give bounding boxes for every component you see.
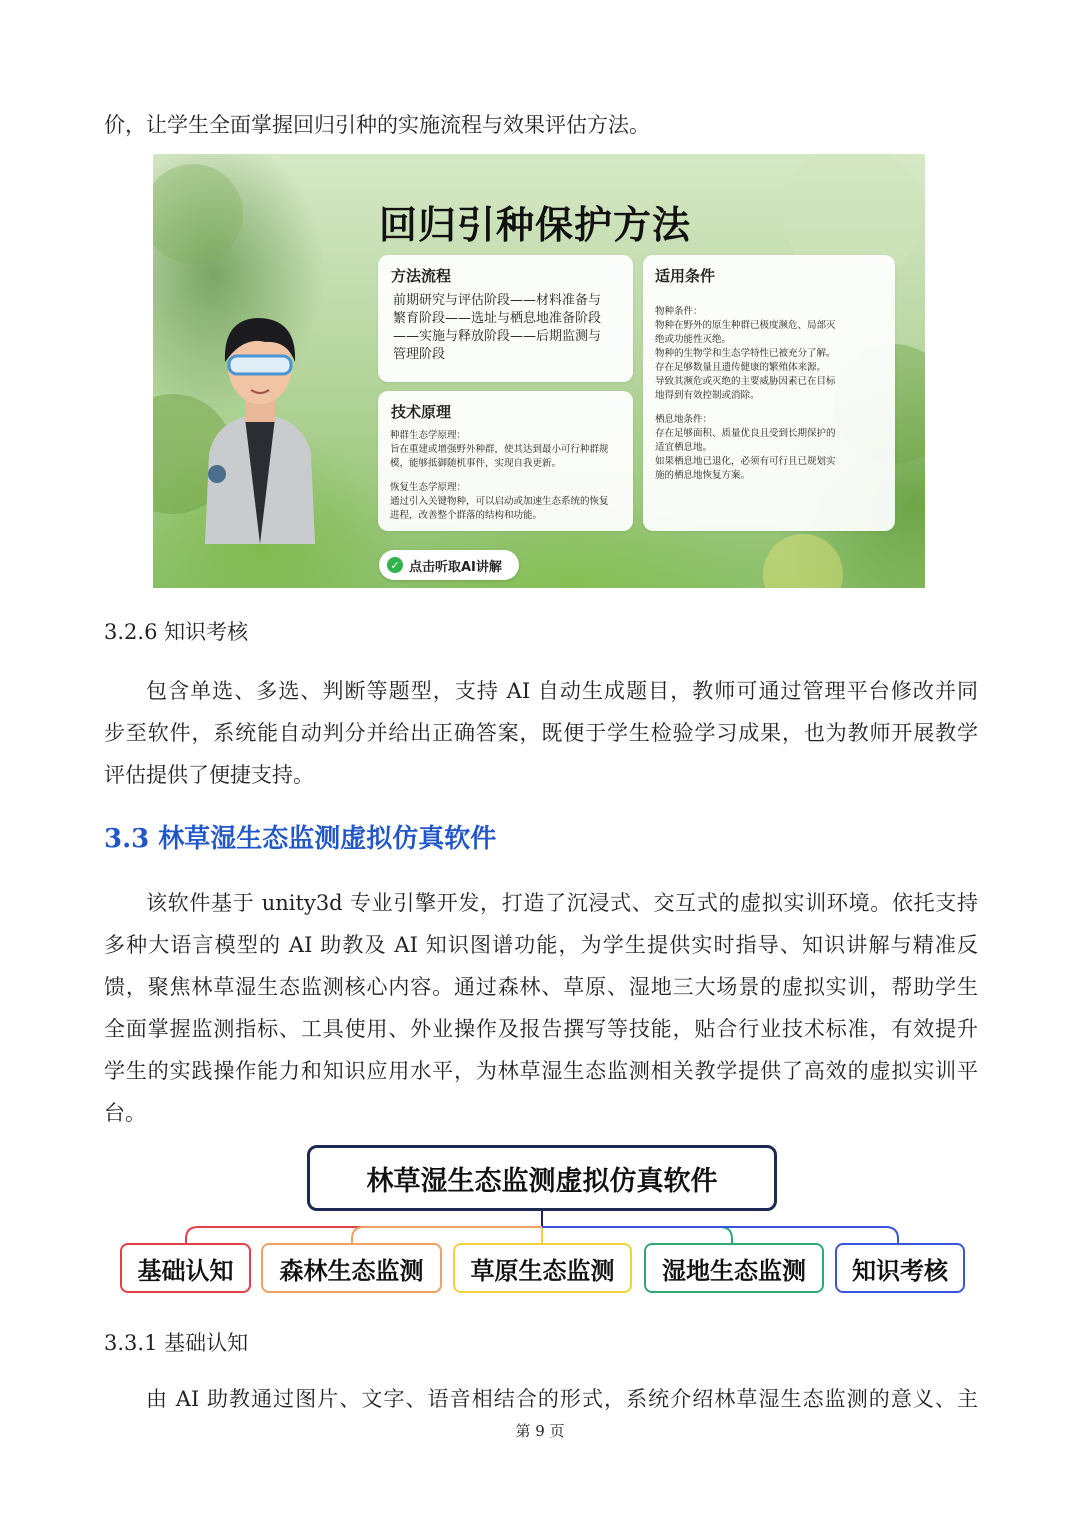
paragraph-line: 该软件基于 unity3d 专业引擎开发，打造了沉浸式、交互式的虚拟实训环境。依托支持 — [146, 891, 978, 915]
node-grassland-monitoring: 草原生态监测 — [453, 1243, 632, 1293]
paragraph-line: 全面掌握监测指标、工具使用、外业操作及报告撰写等技能，贴合行业技术标准，有效提升 — [104, 1017, 978, 1041]
paragraph-line: 多种大语言模型的 AI 助教及 AI 知识图谱功能，为学生提供实时指导、知识讲解与精准反 — [104, 933, 978, 957]
node-forest-monitoring: 森林生态监测 — [261, 1243, 442, 1293]
paragraph-line: 评估提供了便捷支持。 — [104, 763, 314, 787]
tech-card — [378, 391, 633, 531]
conditions-heading: 适用条件 — [655, 267, 716, 285]
section-heading-3-3-1: 3.3.1 基础认知 — [104, 1331, 249, 1355]
paragraph-line: 步至软件，系统能自动判分并给出正确答案，既便于学生检验学习成果，也为教师开展教学 — [104, 721, 978, 745]
conditions-card — [643, 255, 895, 531]
paragraph-line: 包含单选、多选、判断等题型，支持 AI 自动生成题目，教师可通过管理平台修改并同 — [146, 679, 978, 703]
paragraph-line: 价，让学生全面掌握回归引种的实施流程与效果评估方法。 — [104, 113, 650, 137]
ai-explain-button[interactable] — [379, 550, 519, 580]
paragraph-line: 学生的实践操作能力和知识应用水平，为林草湿生态监测相关教学提供了高效的虚拟实训平 — [104, 1059, 978, 1083]
node-knowledge-assessment: 知识考核 — [835, 1243, 965, 1293]
diagram-title: 林草湿生态监测虚拟仿真软件 — [307, 1145, 777, 1211]
conditions-text: 物种条件： 物种在野外的原生种群已极度濒危、局部灭 绝或功能性灭绝。 物种的生物学和生态学特性已被充分了解。 存在足够数量且遗传健康的繁殖体来源。 导致其濒危或灭绝的主要威胁因素已在目标 地得到有效控制或消除。 栖息地条件： 存在足够面积、质量优良且受到长期保护的 适宜栖息地。 如果栖息地已退化，必须有可行且已规划实 施的栖息地恢复方案。 — [655, 306, 836, 481]
paragraph-line: 馈，聚焦林草湿生态监测核心内容。通过森林、草原、湿地三大场景的虚拟实训，帮助学生 — [104, 975, 978, 999]
method-text: 前期研究与评估阶段——材料准备与 繁育阶段——选址与栖息地准备阶段 ——实施与释放阶段——后期监测与 管理阶段 — [393, 293, 602, 362]
section-heading-3-3: 3.3 林草湿生态监测虚拟仿真软件 — [104, 824, 497, 854]
avatar — [195, 284, 325, 544]
method-card — [378, 255, 633, 382]
node-basic-cognition: 基础认知 — [120, 1243, 251, 1293]
node-wetland-monitoring: 湿地生态监测 — [644, 1243, 824, 1293]
check-icon: ✓ — [387, 557, 403, 573]
figure-title: 回归引种保护方法 — [379, 203, 692, 247]
ai-explain-label: 点击听取AI讲解 — [409, 559, 502, 575]
reintroduction-figure — [153, 154, 925, 588]
method-heading: 方法流程 — [391, 267, 452, 285]
paragraph-line: 由 AI 助教通过图片、文字、语音相结合的形式，系统介绍林草湿生态监测的意义、主 — [146, 1387, 978, 1411]
page-number: 第 9 页 — [515, 1422, 565, 1440]
software-module-diagram — [120, 1145, 966, 1297]
paragraph-line: 台。 — [104, 1101, 146, 1125]
tech-text: 种群生态学原理： 旨在重建或增强野外种群，使其达到最小可行种群规 模，能够抵御随机事件，实现自我更新。 恢复生态学原理： 通过引入关键物种，可以启动或加速生态系统的恢复 进程，改善整个群落的结构和功能。 — [390, 430, 609, 521]
section-heading-3-2-6: 3.2.6 知识考核 — [104, 620, 249, 644]
tech-heading: 技术原理 — [391, 403, 452, 421]
